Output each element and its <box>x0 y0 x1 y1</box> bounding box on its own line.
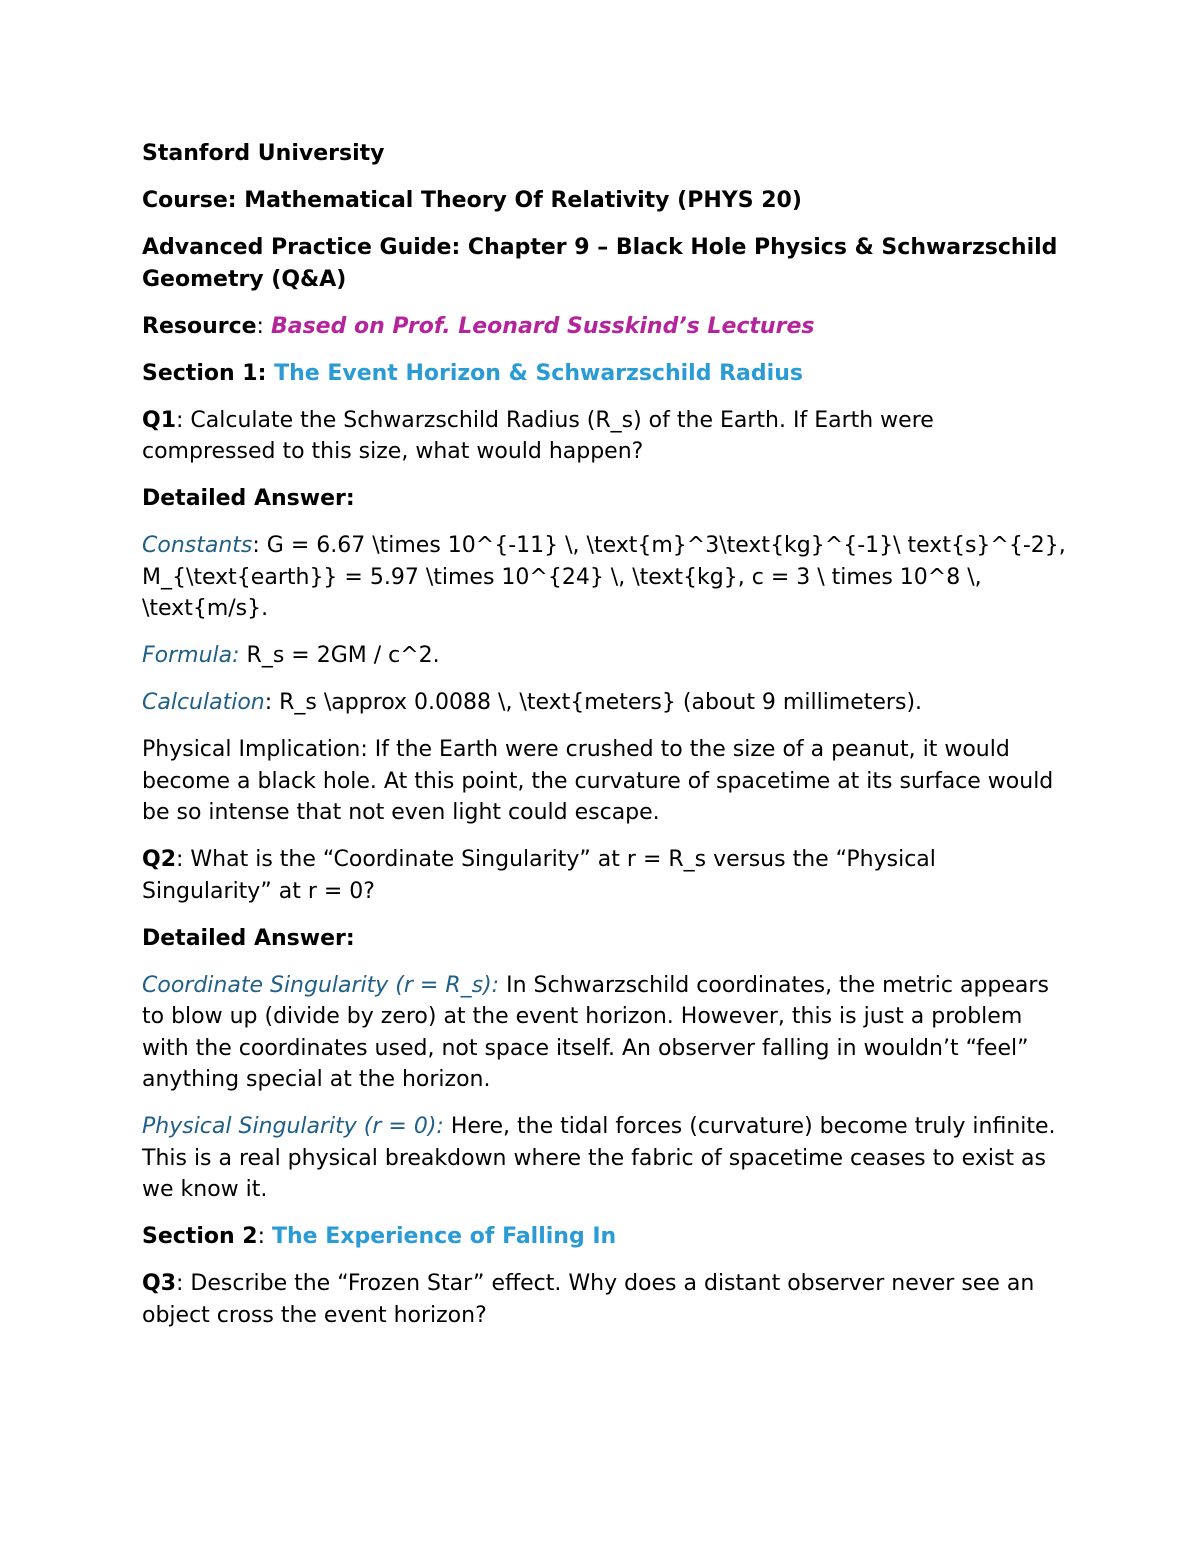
calculation-label: Calculation <box>142 690 265 715</box>
course-title: Course: Mathematical Theory Of Relativity (PHYS 20) <box>142 188 802 213</box>
q3-label: Q3 <box>142 1271 177 1296</box>
formula-text: R_s = 2GM / c^2. <box>239 643 440 668</box>
q1-constants <box>142 530 1067 625</box>
constants-text: : G = 6.67 \times 10^{-11} \, \text{m}^3\text{kg}^{-1}\ text{s}^{-2}, M_{\text{earth}} = 5.97 \times 10^{24} \, \text{kg}, c = 3 \ times 10^8 \, \text{m/s}. <box>142 533 1066 621</box>
section-1-label: Section 1: <box>142 360 275 386</box>
q1-label: Q1 <box>142 407 177 433</box>
document-page <box>142 138 1067 1347</box>
q2-coordinate-singularity <box>142 970 1067 1096</box>
constants-label: Constants <box>142 533 253 558</box>
resource-label: Resource <box>142 313 257 339</box>
section-1-heading <box>142 358 1067 390</box>
q2-label: Q2 <box>142 847 177 872</box>
resource-value: Based on Prof. Leonard Susskind’s Lectures <box>270 313 815 339</box>
section-2-sep: : <box>257 1224 273 1249</box>
q2-text: : What is the “Coordinate Singularity” at r = R_s versus the “Physical Singularity” at r = 0? <box>142 847 936 904</box>
university-name: Stanford University <box>142 141 385 166</box>
q1-question <box>142 405 1067 468</box>
calculation-text: : R_s \approx 0.0088 \, \text{meters} (about 9 millimeters). <box>264 690 923 715</box>
q1-text: : Calculate the Schwarzschild Radius (R_s) of the Earth. If Earth were compressed to this size, what would happen? <box>142 407 934 464</box>
guide-title: Advanced Practice Guide: Chapter 9 – Black Hole Physics & Schwarzschild Geometry (Q&A) <box>142 235 1058 292</box>
q2-question <box>142 844 1067 907</box>
q3-question <box>142 1268 1067 1331</box>
resource-line <box>142 311 1067 343</box>
phys-text: Here, the tidal forces (curvature) become truly infinite. This is a real physical breakdown where the fabric of spacetime ceases to exist as we know it. <box>142 1114 1056 1202</box>
q2-answer-heading: Detailed Answer: <box>142 925 355 951</box>
section-1-title: The Event Horizon & Schwarzschild Radius <box>274 360 803 386</box>
section-2-heading <box>142 1221 1067 1253</box>
coord-text: In Schwarzschild coordinates, the metric appears to blow up (divide by zero) at the event horizon. However, this is just a problem with the coordinates used, not space itself. An observer falling in wouldn’t “feel” anything special at the horizon. <box>142 972 1049 1092</box>
q2-physical-singularity <box>142 1111 1067 1206</box>
q3-text: : Describe the “Frozen Star” effect. Why does a distant observer never see an object cross the event horizon? <box>142 1271 1035 1328</box>
coord-label: Coordinate Singularity (r = R_s): <box>142 972 500 998</box>
q1-implication: Physical Implication: If the Earth were crushed to the size of a peanut, it would become a black hole. At this point, the curvature of spacetime at its surface would be so intense that not even light could escape. <box>142 737 1054 825</box>
section-2-title: The Experience of Falling In <box>272 1224 617 1249</box>
q1-calculation <box>142 687 1067 719</box>
resource-sep: : <box>256 313 271 339</box>
phys-label: Physical Singularity (r = 0): <box>142 1114 444 1139</box>
q1-answer-heading: Detailed Answer: <box>142 486 355 511</box>
q1-formula <box>142 640 1067 672</box>
section-2-label: Section 2 <box>142 1224 258 1249</box>
formula-label: Formula: <box>142 643 240 668</box>
